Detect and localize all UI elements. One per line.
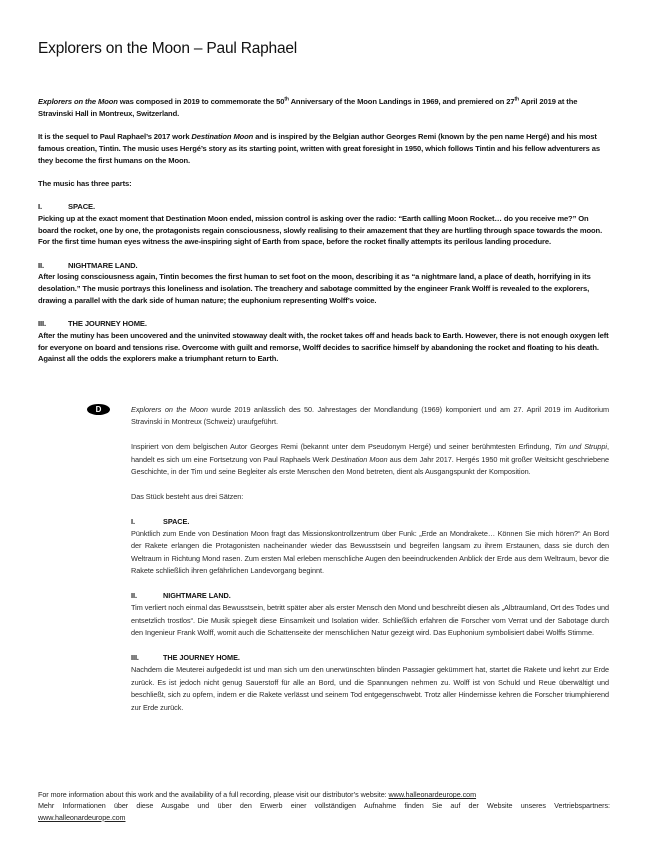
section-text-space: Picking up at the exact moment that Destination Moon ended, mission control is asking over the radio: “Earth calling Moon Rocket… do you receive me?” On board the rocket, one by one, the protagonists regain consciousness, slowly realising to their amazement that they are hurtling through space towards the moon. For the first time human eyes witness the awe-inspiring sight of Earth from space, before the rocket finally attempts its perilous landing procedure. xyxy=(38,213,603,247)
section-text-nightmare-land: After losing consciousness again, Tintin becomes the first human to set foot on the moon, describing it as “a nightmare land, a place of death, horrifying in its desolation.” The music portrays this loneliness and isolation. The treachery and sabotage committed by the engineer Frank Wolff is revealed to the explorers, drawing a parallel with the dark side of human nature; the euphonium representing Wolff’s voice. xyxy=(38,272,591,305)
de-parts-intro: Das Stück besteht aus drei Sätzen: xyxy=(131,491,244,501)
de-section-text-journey-home: Nachdem die Meuterei aufgedeckt ist und man sich um den unerwünschten blinden Passagier gekümmert hat, startet die Rakete und kehrt zur Erde zurück. Es ist jedoch nicht genug Sauerstoff für alle an Bord, und die Spannungen nehmen zu. Wolff ist von Schuld und Reue überwältigt und beschließt, sich zu opfern, indem er die Rakete verlässt und seinem Tod entgegenschwebt. Trotz aller Hindernisse kehren die Forscher triumphierend zur Erde zurück. xyxy=(131,665,609,712)
work-title: Explorers on the Moon xyxy=(38,97,118,106)
de-section-text-space: Pünktlich zum Ende von Destination Moon fragt das Missionskontrollzentrum über Funk: „Erde an Mondrakete… Können Sie mich hören?“ An Bord der Rakete erlangen die Protagonisten nacheinander wieder das Bewusstsein und begreifen langsam zu ihrem Erstaunen, dass sie durch den Weltraum in Richtung Mond rasen. Zum ersten Mal erleben menschliche Augen den beeindruckenden Anblick der Erde aus dem Weltraum, bevor die Rakete schließlich ihren gefährlichen Landevorgang beginnt. xyxy=(131,529,609,576)
english-section xyxy=(38,96,610,377)
page-title: Explorers on the Moon – Paul Raphael xyxy=(38,40,298,57)
distributor-link-de[interactable]: www.halleonardeurope.com xyxy=(38,812,126,822)
sequel-paragraph: It is the sequel to Paul Raphael’s 2017 work Destination Moon and is inspired by the Belgian author Georges Remi (known by the pen name Hergé) and his most famous creation, Tintin. The music uses Hergé’s story as its starting point, written with great foresight in 1950, which follows Tintin and his fellow adventurers as they become the first humans on the Moon. xyxy=(38,132,600,165)
footer-de-link-line xyxy=(38,812,610,823)
distributor-link-en[interactable]: www.halleonardeurope.com xyxy=(388,790,477,799)
section-heading-nightmare-land: II. NIGHTMARE LAND. xyxy=(38,260,138,270)
footer-de: Mehr Informationen über diese Ausgabe und über den Erwerb einer vollständigen Aufnahme finden Sie auf der Website unseres Vertriebspartners: xyxy=(38,801,610,811)
de-inspired-paragraph: Inspiriert von dem belgischen Autor Georges Remi (bekannt unter dem Pseudonym Hergé) und seiner berühmtesten Erfindung, Tim und Struppi, handelt es sich um eine Fortsetzung von Paul Raphaels Werk Destination Moon aus dem Jahr 2017. Hergés 1950 mit großer Weitsicht geschriebene Geschichte, in der Tim und seine Begleiter als erste Menschen den Mond betreten, dient als Ausgangspunkt der Komposition. xyxy=(131,442,609,477)
de-section-heading-space: I. SPACE. xyxy=(131,516,190,526)
de-section-heading-nightmare-land: II. NIGHTMARE LAND. xyxy=(131,591,231,601)
de-section-heading-journey-home: III. THE JOURNEY HOME. xyxy=(131,653,240,663)
de-intro-paragraph: Explorers on the Moon wurde 2019 anlässlich des 50. Jahrestages der Mondlandung (1969) komponiert und am 27. April 2019 im Auditorium Stravinski in Montreux (Schweiz) uraufgeführt. xyxy=(131,405,609,427)
section-heading-journey-home: III. THE JOURNEY HOME. xyxy=(38,319,147,329)
section-heading-space: I. SPACE. xyxy=(38,202,95,212)
de-section-text-nightmare-land: Tim verliert noch einmal das Bewusstsein, betritt später aber als erster Mensch den Mond und beschreibt diesen als „Albtraumland, Ort des Todes und entsetzlich trostlos“. Die Musik spiegelt diese Einsamkeit und Isolation wider. Schließlich erfahren die Forscher vom Verrat und der Sabotage durch den Ingenieur Frank Wolff, womit auch die Schattenseite der menschlichen Natur gezeigt wird. Das Euphonium symbolisiert dabei Wolffs Stimme. xyxy=(131,603,609,638)
german-section xyxy=(131,404,609,726)
intro-paragraph: Explorers on the Moon was composed in 2019 to commemorate the 50th Anniversary of the Moon Landings in 1969, and premiered on 27th April 2019 at the Stravinski Hall in Montreux, Switzerland. xyxy=(38,96,578,118)
footer xyxy=(38,789,610,823)
footer-en: For more information about this work and the availability of a full recording, please visit our distributor’s website: www.halleonardeurope.com xyxy=(38,790,477,799)
parts-intro: The music has three parts: xyxy=(38,178,132,188)
language-badge-de: D xyxy=(87,404,110,415)
section-text-journey-home: After the mutiny has been uncovered and the uninvited stowaway dealt with, the rocket takes off and heads back to Earth. However, there is not enough oxygen left for everyone on board and tensions rise. Overcome with guilt and remorse, Wolff decides to sacrifice himself by abandoning the rocket and floating to his death. Against all the odds the explorers make a triumphant return to Earth. xyxy=(38,330,609,364)
